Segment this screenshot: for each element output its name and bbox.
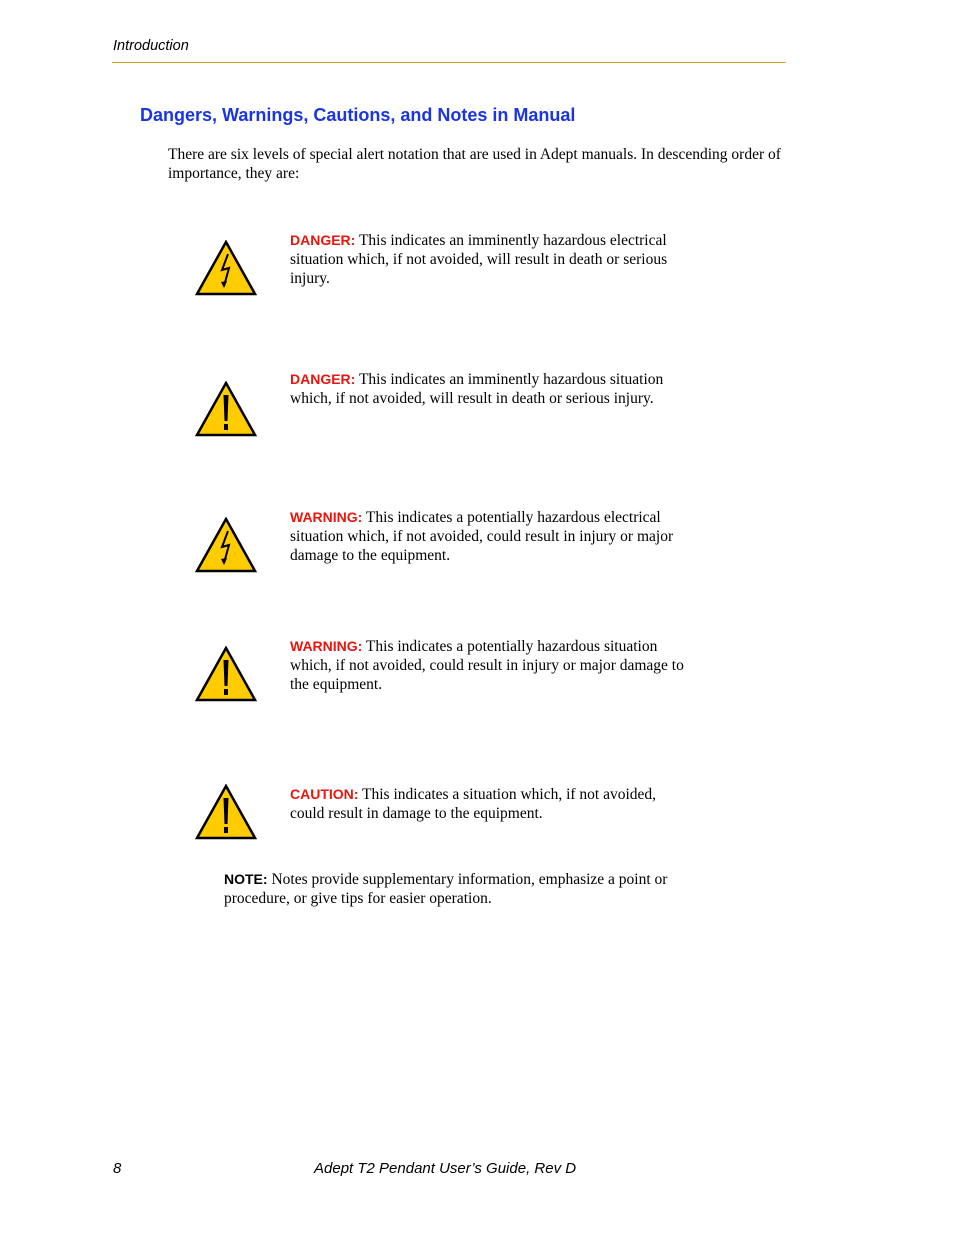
exclamation-hazard-icon bbox=[195, 784, 257, 840]
alert-body: This indicates an imminently hazardous electrical situation which, if not avoided, will result in death or serious injury. bbox=[290, 232, 668, 287]
intro-paragraph: There are six levels of special alert notation that are used in Adept manuals. In descending order of importance, they are: bbox=[168, 146, 781, 182]
footer-document-title: Adept T2 Pendant User’s Guide, Rev D bbox=[314, 1160, 577, 1177]
exclamation-hazard-icon bbox=[195, 646, 257, 702]
alert-label: CAUTION: bbox=[290, 786, 359, 802]
alert-warning-electrical bbox=[290, 508, 690, 565]
note-body: Notes provide supplementary information, emphasize a point or procedure, or give tips for easier operation. bbox=[224, 871, 668, 907]
alert-danger-general bbox=[290, 370, 690, 408]
note-paragraph bbox=[224, 870, 734, 908]
note-label: NOTE: bbox=[224, 871, 268, 887]
alert-label: DANGER: bbox=[290, 371, 356, 387]
running-head: Introduction bbox=[113, 38, 189, 54]
section-title: Dangers, Warnings, Cautions, and Notes in Manual bbox=[140, 105, 576, 125]
electrical-hazard-icon bbox=[195, 517, 257, 573]
page-number: 8 bbox=[113, 1160, 122, 1177]
alert-warning-general bbox=[290, 637, 690, 694]
alert-danger-electrical bbox=[290, 231, 690, 288]
alert-label: WARNING: bbox=[290, 638, 363, 654]
electrical-hazard-icon bbox=[195, 240, 257, 296]
alert-body: This indicates a potentially hazardous situation which, if not avoided, could result in injury or major damage to the equipment. bbox=[290, 638, 684, 693]
header-rule bbox=[112, 62, 786, 63]
alert-body: This indicates a situation which, if not avoided, could result in damage to the equipment. bbox=[290, 786, 657, 822]
alert-label: DANGER: bbox=[290, 232, 356, 248]
exclamation-hazard-icon bbox=[195, 381, 257, 437]
alert-body: This indicates a potentially hazardous electrical situation which, if not avoided, could result in injury or major damage to the equipment. bbox=[290, 509, 674, 564]
alert-label: WARNING: bbox=[290, 509, 363, 525]
alert-body: This indicates an imminently hazardous situation which, if not avoided, will result in death or serious injury. bbox=[290, 371, 664, 407]
alert-caution bbox=[290, 785, 690, 823]
